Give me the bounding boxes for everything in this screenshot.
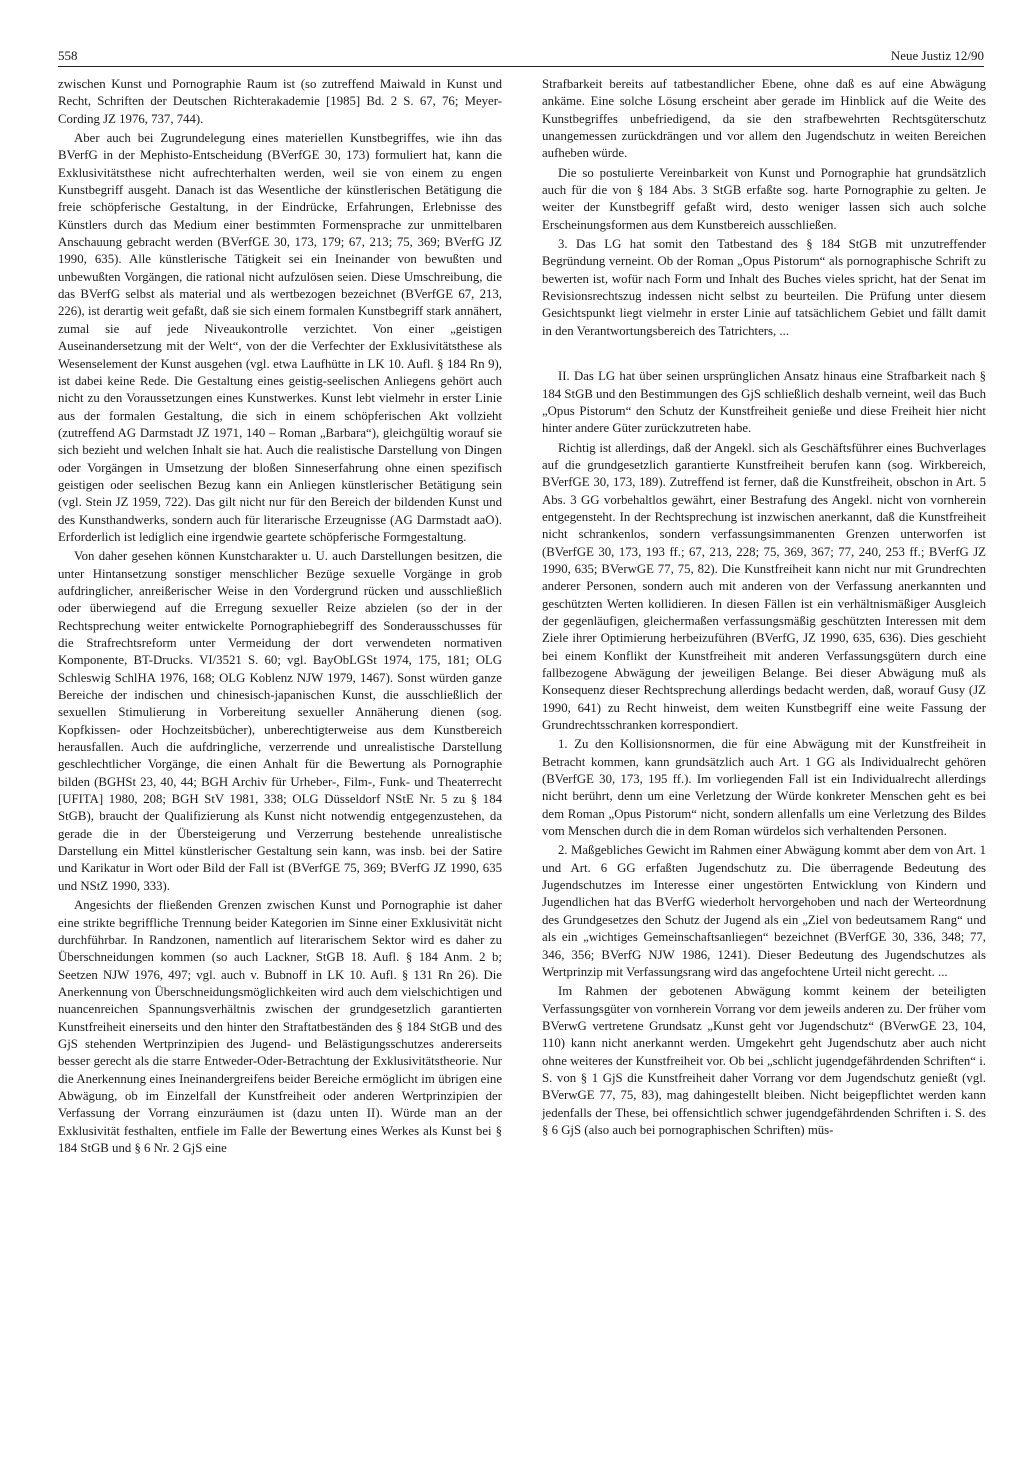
- journal-issue: Neue Justiz 12/90: [890, 48, 984, 63]
- paragraph: Angesichts der fließenden Grenzen zwischen Kunst und Pornographie ist daher eine strikte begriffliche Trennung beider Kategorien im Sinne einer Exklusivität nicht durchführbar. In Randzonen, namentlich auf literarischem Sektor wird es daher zu Überschneidungen kommen (so auch Lackner, StGB 18. Aufl. § 184 Anm. 2 b; Seetzen NJW 1976, 497; vgl. auch v. Bubnoff in LK 10. Aufl. § 131 Rn 26). Die Anerkennung von Überschneidungsmöglichkeiten wird auch dem vielschichtigen und nuancenreichen Spannungsverhältnis zwischen der grundgesetzlich garantierten Kunstfreiheit einerseits und den hinter den Straftatbeständen des § 184 StGB und des GjS stehenden Wertprinzipien des Jugend- und Belästigungsschutzes andererseits besser gerecht als die starre Entweder-Oder-Betrachtung der Exklusivitätstheorie. Nur die Anerkennung eines Ineinandergreifens beider Bereiche ermöglicht im übrigen eine Abwägung, ob im Einzelfall der Kunstfreiheit oder anderen Wertprinzipien der Verfassung der Vorrang einzuräumen ist (dazu unten II). Würde man an der Exklusivität festhalten, entfiele im Falle der Bewertung eines Werkes als Kunst bei § 184 StGB und § 6 Nr. 2 GjS eine: [58, 898, 502, 1155]
- left-column: [58, 76, 502, 1159]
- paragraph: 3. Das LG hat somit den Tatbestand des § 184 StGB mit unzutreffender Begründung verneint. Ob der Roman „Opus Pistorum“ als pornographische Schrift zu bewerten ist, wofür nach Form und Inhalt des Buches vieles spricht, hat der Senat im Revisionsrechtszug indessen nicht selbst zu beurteilen. Die Prüfung unter diesem Gesichtspunkt liegt vielmehr in erster Linie auf tatsächlichem Gebiet und fällt damit in den Verantwortungsbereich des Tatrichters, ...: [542, 237, 986, 338]
- paragraph: Aber auch bei Zugrundelegung eines materiellen Kunstbegriffes, wie ihn das BVerfG in der Mephisto-Entscheidung (BVerfGE 30, 173) formuliert hat, kann die Exklusivitätsthese nicht aufrechterhalten werden, weil sie von einem zu engen Kunstbegriff ausgeht. Danach ist das Wesentliche der künstlerischen Betätigung die freie schöpferische Gestaltung, in der Eindrücke, Erfahrungen, Erlebnisse des Künstlers durch das Medium einer bestimmten Formensprache zur unmittelbaren Anschauung gebracht werden (BVerfGE 30, 173, 179; 67, 213; 75, 369; BVerfG JZ 1990, 635). Alle künstlerische Tätigkeit sei ein Ineinander von bewußten und unbewußten Vorgängen, die rational nicht aufzulösen seien. Diese Umschreibung, die das BVerfG selbst als material und als wertbezogen bezeichnet (BVerfGE 67, 213, 226), ist derartig weit gefaßt, daß sie sich einem formalen Kunstbegriff stark annähert, zumal sie auf jede Niveaukontrolle verzichtet. Von einer „geistigen Auseinandersetzung mit der Welt“, von der die Verfechter der Exklusivitätsthese als Wesenselement der Kunst ausgehen (vgl. etwa Laufhütte in LK 10. Aufl. § 184 Rn 9), ist dabei keine Rede. Die Gestaltung eines geistig-seelischen Anliegens gehört auch nicht zu den Voraussetzungen eines Kunstwerkes. Kunst lebt vielmehr in erster Linie aus der formalen Gestaltung, die sich in einem schöpferischen Akt vollzieht (zutreffend AG Darmstadt JZ 1971, 140 – Roman „Barbara“), gleichgültig worauf sie sich bezieht und welchen Inhalt sie hat. Auch die realistische Darstellung von Dingen oder Vorgängen in Umsetzung der bloßen Sinneserfahrung ohne einen spezifisch geistigen oder seelischen Bezug kann ein Anliegen künstlerischer Betätigung sein (vgl. Stein JZ 1959, 722). Das gilt nicht nur für den Bereich der bildenden Kunst und des Kunsthandwerks, sondern auch für literarische Erzeugnisse (AG Darmstadt aaO). Erforderlich ist lediglich eine irgendwie geartete schöpferische Formgestaltung.: [58, 131, 502, 544]
- paragraph: Im Rahmen der gebotenen Abwägung kommt keinem der beteiligten Verfassungsgüter von vornherein Vorrang vor dem jeweils anderen zu. Der früher vom BVerwG vertretene Grundsatz „Kunst geht vor Jugendschutz“ (BVerwGE 23, 104, 110) kann nicht anerkannt werden. Umgekehrt geht Jugendschutz aber auch nicht ohne weiteres der Kunstfreiheit vor. Ob bei „schlicht jugendgefährdenden Schriften“ i. S. von § 1 GjS die Kunstfreiheit daher Vorrang vor dem Jugendschutz genießt (vgl. BVerwGE 77, 75, 83), mag dahingestellt bleiben. Nicht beigepflichtet werden kann jedenfalls der These, bei offensichtlich schwer jugendgefährdenden Schriften i. S. des § 6 GjS (also auch bei pornographischen Schriften) müs-: [542, 984, 986, 1137]
- page-header: [58, 44, 984, 67]
- right-column: [542, 76, 986, 1141]
- section-paragraph: II. Das LG hat über seinen ursprünglichen Ansatz hinaus eine Strafbarkeit nach § 184 StGB und den Bestimmungen des GjS schließlich deshalb verneint, weil das Buch „Opus Pistorum“ den Schutz der Kunstfreiheit genieße und diese Freiheit hier nicht hinter andere Güter zurückzutreten habe.: [542, 369, 986, 436]
- paragraph: Strafbarkeit bereits auf tatbestandlicher Ebene, ohne daß es auf eine Abwägung ankäme. Eine solche Lösung erscheint aber gerade im Hinblick auf die Weite des Kunstbegriffes unbefriedigend, da sie den strafbewehrten Rechtsgüterschutz unangemessen zurückdrängen und vor allem den Jugendschutz in weiten Bereichen aufheben würde.: [542, 77, 986, 161]
- paragraph: Richtig ist allerdings, daß der Angekl. sich als Geschäftsführer eines Buchverlages auf die grundgesetzlich garantierte Kunstfreiheit berufen kann (sog. Wirkbereich, BVerfGE 30, 173, 189). Zutreffend ist ferner, daß die Kunstfreiheit, obschon in Art. 5 Abs. 3 GG vorbehaltlos gewährt, einer Bestrafung des Angekl. nicht von vornherein entgegensteht. In der Rechtsprechung ist inzwischen anerkannt, daß die Kunstfreiheit nicht schrankenlos, sondern verfassungsimmanenten Grenzen unterworfen ist (BVerfGE 30, 173, 193 ff.; 67, 213, 228; 75, 369, 367; 77, 240, 253 ff.; BVerfG JZ 1990, 635; BVerwGE 77, 75, 82). Die Kunstfreiheit kann nicht nur mit Grundrechten anderer Personen, sondern auch mit anderen von der Verfassung anerkannten und geschützten Werten kollidieren. In diesen Fällen ist ein verhältnismäßiger Ausgleich der gegenläufigen, gleichermaßen verfassungsmäßig geschützten Interessen mit dem Ziele ihrer Optimierung herbeizuführen (BVerfG, JZ 1990, 635, 636). Dies geschieht bei einem Konflikt der Kunstfreiheit mit anderen Verfassungsgütern durch eine fallbezogene Abwägung der jeweiligen Belange. Bei dieser Abwägung muß als Konsequenz dieser Rechtsprechung allerdings bedacht werden, daß, worauf Gusy (JZ 1990, 641) zu Recht hinweist, dem weiten Kunstbegriff eine weite Fassung der Grundrechtsschranken korrespondiert.: [542, 440, 986, 733]
- paragraph: Die so postulierte Vereinbarkeit von Kunst und Pornographie hat grundsätzlich auch für die von § 184 Abs. 3 StGB erfaßte sog. harte Pornographie zu gelten. Je weiter der Kunstbegriff gefaßt wird, desto weniger lassen sich auch solche Erscheinungsformen aus dem Kunstbereich ausschließen.: [542, 165, 986, 232]
- paragraph: 1. Zu den Kollisionsnormen, die für eine Abwägung mit der Kunstfreiheit in Betracht kommen, kann grundsätzlich auch Art. 1 GG als Individualrecht gehören (BVerfGE 30, 173, 195 ff.). Im vorliegenden Fall ist ein Individualrecht allerdings nicht berührt, denn um eine Verletzung der Würde konkreter Menschen geht es bei dem Roman „Opus Pistorum“ nicht, sondern allenfalls um eine Verletzung des Bildes vom Menschen durch die in dem Roman würdelos sich verhaltenden Personen.: [542, 737, 986, 839]
- paragraph: 2. Maßgebliches Gewicht im Rahmen einer Abwägung kommt aber dem von Art. 1 und Art. 6 GG erfaßten Jugendschutz zu. Die überragende Bedeutung des Jugendschutzes im Interesse einer ungestörten Entwicklung von Kindern und Jugendlichen hat das BVerfG wiederholt hervorgehoben und nach der Werteordnung des Grundgesetzes den Schutz der Jugend als ein „Ziel von bedeutsamem Rang“ und als ein „wichtiges Gemeinschaftsanliegen“ bezeichnet (BVerfGE 30, 336, 348; 77, 346, 356; BVerfG NJW 1986, 1241). Dieser Bedeutung des Jugendschutzes als Wertprinzip mit Verfassungsrang wird das angefochtene Urteil nicht gerecht. ...: [542, 843, 986, 979]
- paragraph: zwischen Kunst und Pornographie Raum ist (so zutreffend Maiwald in Kunst und Recht, Schriften der Deutschen Richterakademie [1985] Bd. 2 S. 67, 76; Meyer-Cording JZ 1976, 737, 744).: [58, 77, 502, 126]
- paragraph: Von daher gesehen können Kunstcharakter u. U. auch Darstellungen besitzen, die unter Hintansetzung sonstiger menschlicher Bezüge sexuelle Vorgänge in grob aufdringlicher, anreißerischer Weise in den Vordergrund rücken und ausschließlich oder überwiegend auf die Erregung sexueller Reize abzielen (so der in der Rechtsprechung weiter entwickelte Pornographiebegriff des Sonderausschusses für die Strafrechtsreform unter Vermeidung der dort verwendeten normativen Komponente, BT-Drucks. VI/3521 S. 60; vgl. BayObLGSt 1974, 175, 181; OLG Schleswig SchlHA 1976, 168; OLG Koblenz NJW 1979, 1467). Sonst würden ganze Bereiche der indischen und chinesisch-japanischen Kunst, die ausschließlich der sexuellen Stimulierung in Vorbereitung sexueller Annäherung dienen (sog. Kopfkissen- oder Hochzeitsbücher), unberechtigterweise aus dem Kunstbereich herausfallen. Auch die aufdringliche, verzerrende und unrealistische Darstellung geschlechtlicher Vorgänge, die einen Anhalt für die Bewertung als Pornographie bilden (BGHSt 23, 40, 44; BGH Archiv für Urheber-, Film-, Funk- und Theaterrecht [UFITA] 1980, 208; BGH StV 1981, 338; OLG Düsseldorf NStE Nr. 5 zu § 184 StGB), braucht der Qualifizierung als Kunst nicht notwendig entgegenzustehen, da gerade die in der Übersteigerung und Verzerrung bestehende unrealistische Darstellung ein Mittel künstlerischer Gestaltung sein kann, was insb. bei der Satire und Karikatur in Wort oder Bild der Fall ist (BVerfGE 75, 369; BVerfG JZ 1990, 635 und NStZ 1990, 333).: [58, 549, 502, 893]
- page-number: 558: [58, 48, 78, 63]
